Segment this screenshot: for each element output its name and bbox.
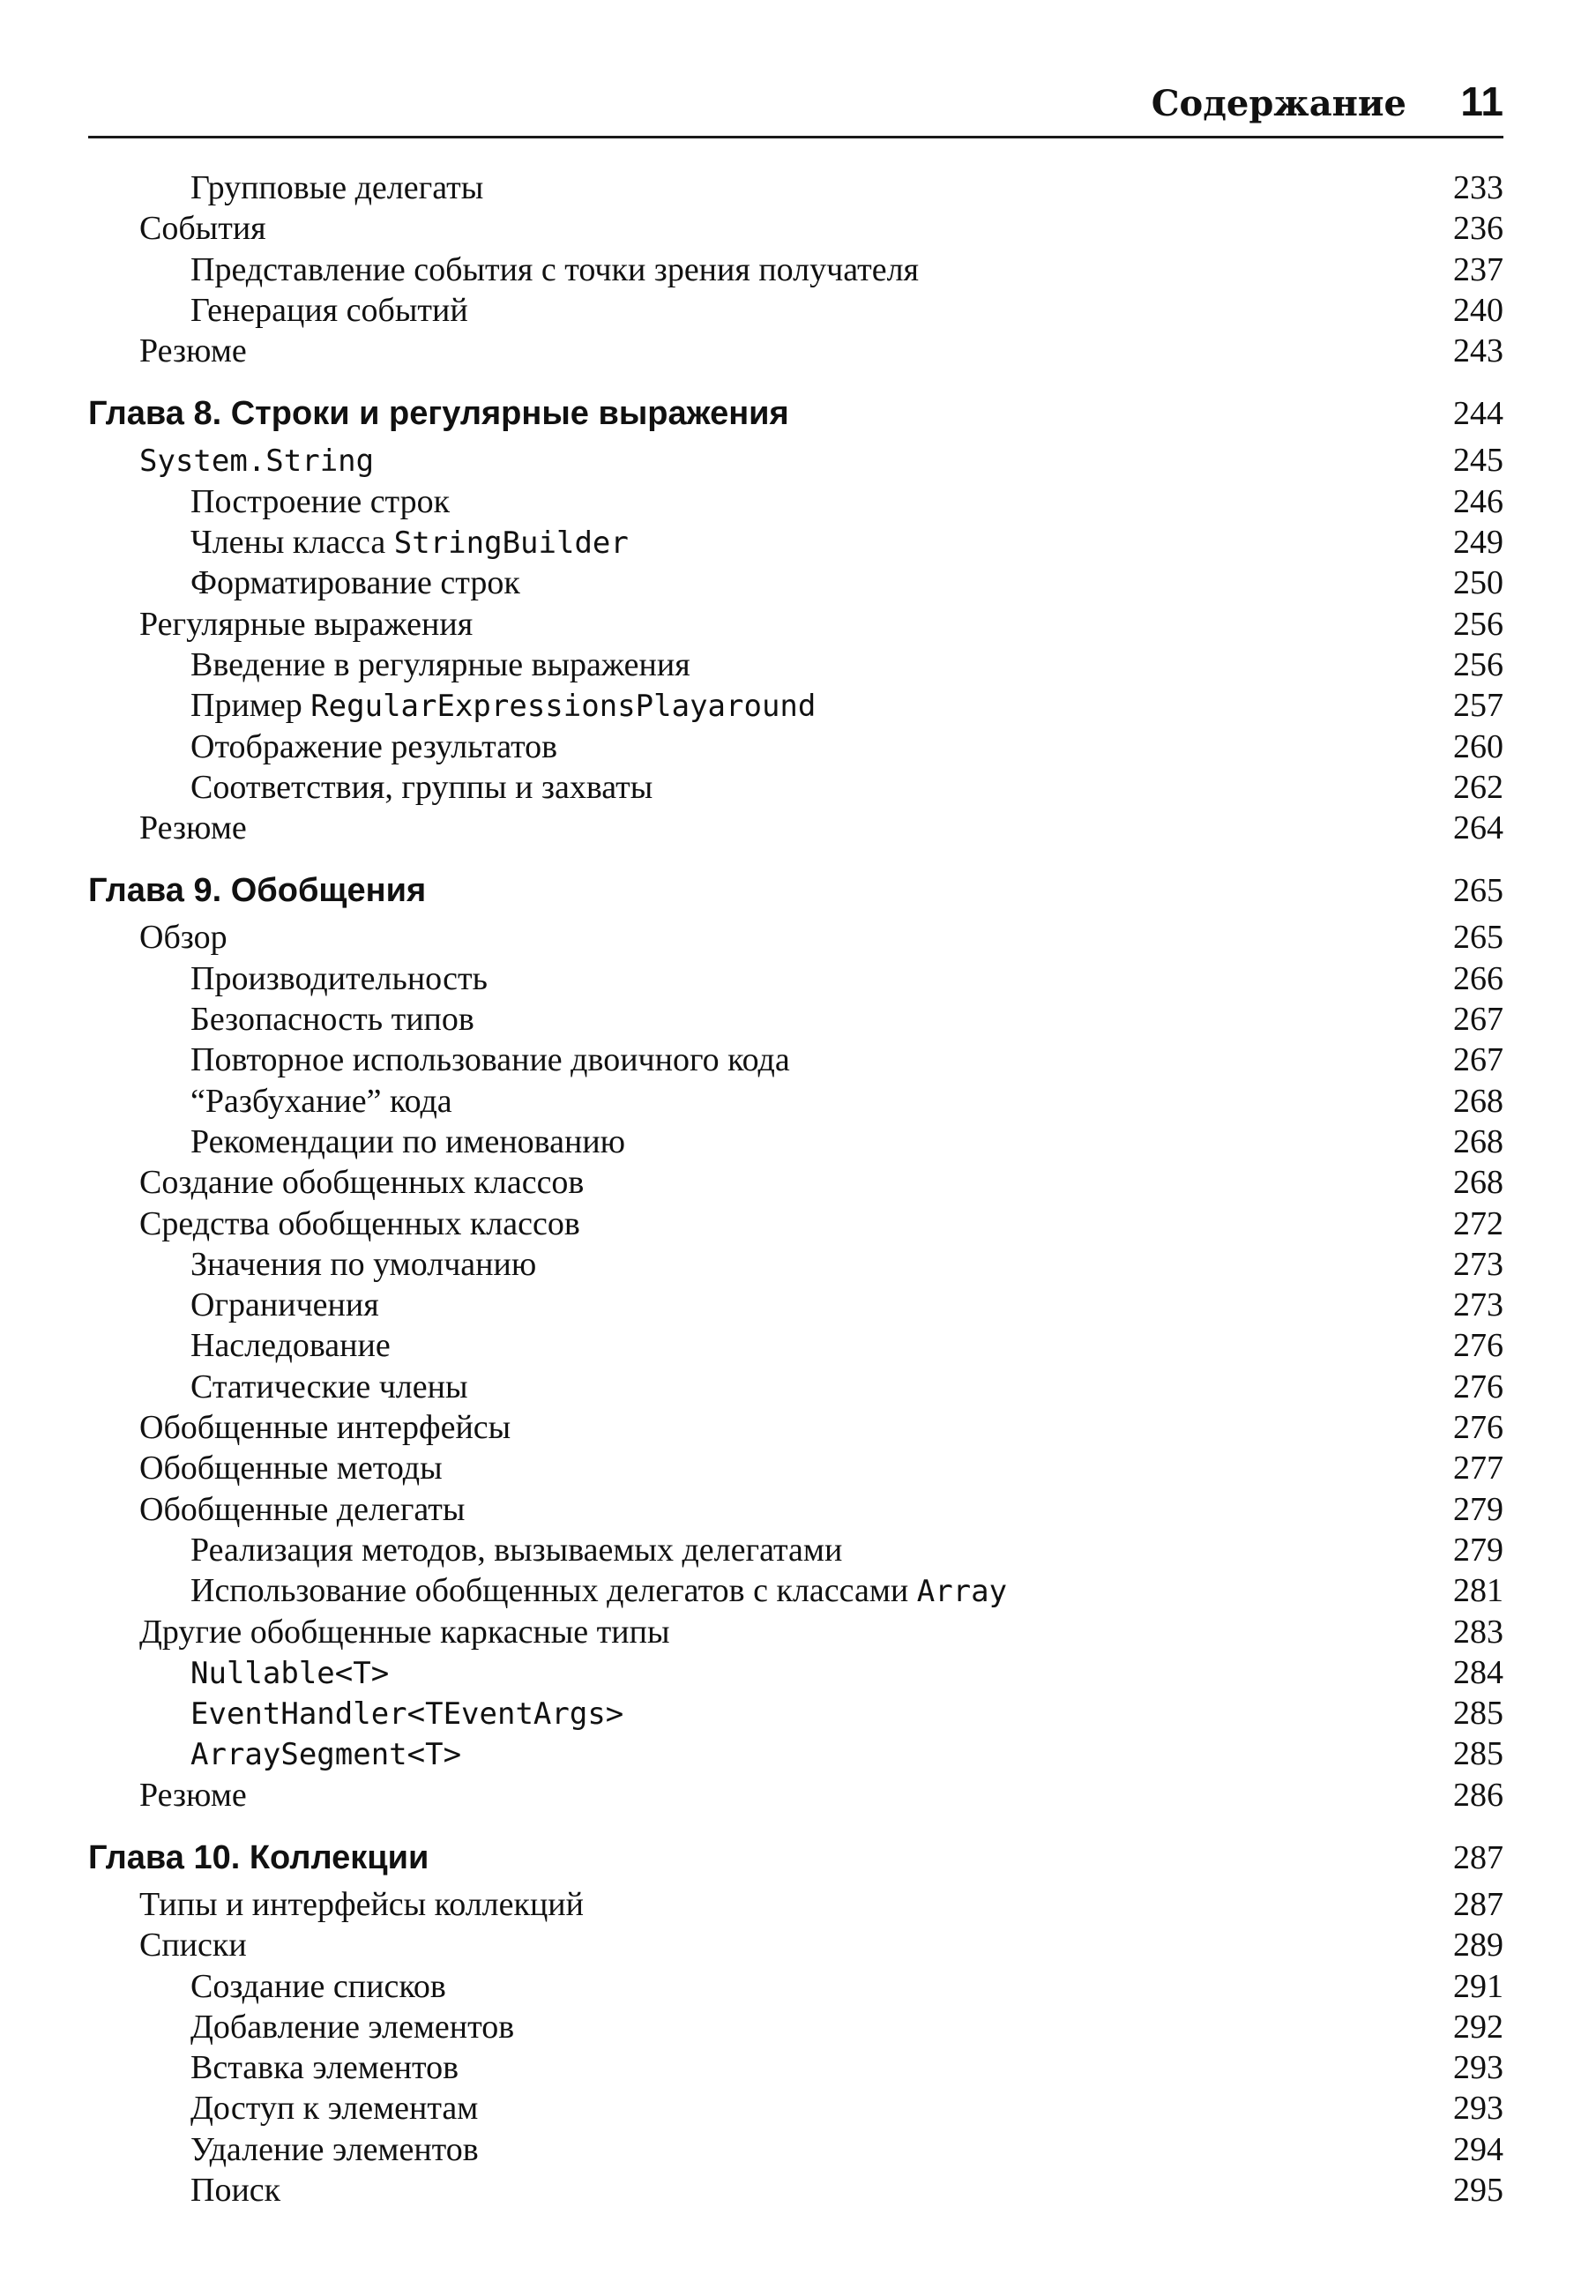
toc-entry-title (190, 958, 488, 999)
toc-entry[interactable] (88, 2007, 1503, 2047)
toc-entry[interactable] (88, 1122, 1503, 1162)
toc-entry-title (139, 808, 247, 848)
title-text: Производительность (190, 959, 488, 997)
toc-entry[interactable] (88, 1162, 1503, 1203)
title-text: Резюме (139, 1776, 247, 1814)
toc-page-number: 291 (1453, 1967, 1503, 2005)
toc-entry-title (190, 250, 919, 290)
title-text: Резюме (139, 332, 247, 370)
toc-page-number: 250 (1453, 564, 1503, 602)
toc-entry-title (139, 1204, 580, 1244)
header-title: Содержание (1151, 83, 1406, 124)
toc-entry[interactable] (88, 1325, 1503, 1366)
toc-entry[interactable] (88, 958, 1503, 999)
toc-entry[interactable] (88, 1775, 1503, 1815)
toc-page-number: 285 (1453, 1695, 1503, 1733)
toc-page-number: 256 (1453, 605, 1503, 643)
toc-entry[interactable] (88, 808, 1503, 848)
toc-entry-title (190, 1693, 623, 1734)
toc-entry[interactable] (88, 1081, 1503, 1122)
code-identifier: EventHandler<TEventArgs> (190, 1696, 624, 1733)
title-text: Представление события с точки зрения получателя (190, 250, 920, 288)
title-text: Вставка элементов (190, 2049, 459, 2087)
header-page-number: 11 (1460, 78, 1503, 124)
toc-entry-title (190, 2047, 459, 2088)
toc-page-number: 279 (1453, 1490, 1503, 1528)
toc-entry[interactable] (88, 917, 1503, 958)
toc-entry[interactable] (88, 645, 1503, 685)
title-text: Соответствия, группы и захваты (190, 768, 653, 806)
toc-page-number: 276 (1453, 1368, 1503, 1405)
toc-page-number: 243 (1453, 332, 1503, 370)
title-text: Групповые делегаты (190, 169, 484, 206)
toc-page-number: 265 (1453, 872, 1503, 910)
title-text: Типы и интерфейсы коллекций (139, 1885, 584, 1923)
title-text: Введение в регулярные выражения (190, 645, 690, 683)
toc-entry-title (190, 767, 653, 808)
toc-entry-title (190, 999, 474, 1040)
title-text: Генерация событий (190, 291, 468, 329)
toc-entry-title (190, 727, 557, 767)
table-of-contents (88, 168, 1503, 2210)
toc-entry[interactable] (88, 1244, 1503, 1285)
toc-entry[interactable] (88, 1693, 1503, 1733)
toc-entry-title (190, 290, 468, 331)
title-text: Обобщенные делегаты (139, 1490, 466, 1528)
title-text: Повторное использование двоичного кода (190, 1041, 790, 1079)
toc-entry-title (190, 1325, 391, 1366)
toc-page-number: 285 (1453, 1735, 1503, 1773)
toc-entry-title (88, 864, 426, 917)
toc-page-number: 268 (1453, 1164, 1503, 1202)
toc-page-number: 273 (1453, 1286, 1503, 1324)
toc-entry[interactable] (88, 1285, 1503, 1325)
toc-entry-title (190, 2088, 478, 2128)
title-text: Средства обобщенных классов (139, 1204, 580, 1242)
toc-entry[interactable] (88, 331, 1503, 371)
toc-entry[interactable] (88, 1652, 1503, 1693)
toc-page-number: 262 (1453, 768, 1503, 806)
title-text: Члены класса (190, 524, 394, 562)
toc-page-number: 276 (1453, 1327, 1503, 1365)
title-text: Глава 8. Строки и регулярные выражения (88, 395, 789, 433)
toc-entry-title (190, 1367, 468, 1407)
toc-page-number: 249 (1453, 524, 1503, 562)
toc-entry[interactable] (88, 999, 1503, 1040)
toc-entry-title (139, 331, 247, 371)
toc-page-number: 245 (1453, 442, 1503, 480)
code-identifier: Array (916, 1574, 1008, 1610)
toc-entry[interactable] (88, 1367, 1503, 1407)
toc-entry-title (139, 1489, 465, 1530)
toc-page-number: 264 (1453, 809, 1503, 847)
toc-page-number: 294 (1453, 2130, 1503, 2168)
toc-page-number: 281 (1453, 1572, 1503, 1610)
toc-entry[interactable] (88, 1530, 1503, 1570)
toc-page-number: 284 (1453, 1653, 1503, 1691)
toc-chapter[interactable] (88, 864, 1503, 917)
toc-page-number: 279 (1453, 1531, 1503, 1569)
title-text: Обобщенные интерфейсы (139, 1409, 511, 1447)
title-text: Значения по умолчанию (190, 1245, 537, 1283)
toc-entry-title (190, 168, 483, 208)
toc-entry[interactable] (88, 1040, 1503, 1080)
code-identifier: System.String (139, 444, 375, 480)
toc-entry-title (190, 1652, 389, 1694)
toc-page-number: 276 (1453, 1409, 1503, 1447)
toc-entry[interactable] (88, 1612, 1503, 1652)
title-text: Ограничения (190, 1286, 379, 1324)
toc-entry-title (190, 1244, 536, 1285)
toc-entry-title (190, 1122, 625, 1162)
toc-entry-title (139, 208, 266, 249)
toc-page-number: 267 (1453, 1001, 1503, 1039)
toc-page-number: 277 (1453, 1450, 1503, 1487)
title-text: Доступ к элементам (190, 2090, 479, 2128)
toc-entry-title (139, 1407, 511, 1448)
toc-entry[interactable] (88, 1884, 1503, 1925)
toc-page-number: 295 (1453, 2172, 1503, 2210)
toc-entry-title (139, 1162, 584, 1203)
title-text: Глава 9. Обобщения (88, 872, 427, 910)
toc-entry[interactable] (88, 767, 1503, 808)
toc-entry-title (139, 1448, 443, 1488)
toc-entry-title (190, 1285, 379, 1325)
toc-page-number: 266 (1453, 959, 1503, 997)
toc-entry-title (139, 1925, 247, 1965)
title-text: Резюме (139, 809, 247, 847)
toc-entry-title (190, 1570, 1007, 1612)
toc-entry[interactable] (88, 1204, 1503, 1244)
toc-chapter[interactable] (88, 1831, 1503, 1884)
title-text: Наследование (190, 1327, 391, 1365)
toc-page-number: 244 (1453, 395, 1503, 433)
toc-page-number: 246 (1453, 482, 1503, 520)
toc-entry[interactable] (88, 2129, 1503, 2170)
toc-entry-title (88, 387, 789, 440)
toc-entry-title (190, 1081, 452, 1122)
running-header (88, 74, 1503, 138)
toc-page-number: 257 (1453, 687, 1503, 725)
toc-entry[interactable] (88, 1448, 1503, 1488)
toc-entry[interactable] (88, 1733, 1503, 1774)
title-text: “Разбухание” кода (190, 1082, 452, 1120)
toc-page-number: 265 (1453, 919, 1503, 957)
toc-entry[interactable] (88, 440, 1503, 481)
toc-entry-title (190, 563, 520, 603)
toc-page-number: 268 (1453, 1122, 1503, 1160)
title-text: Форматирование строк (190, 564, 520, 602)
toc-entry-title (139, 604, 473, 645)
toc-entry-title (190, 2007, 514, 2047)
toc-page-number: 233 (1453, 169, 1503, 206)
title-text: Обзор (139, 919, 227, 957)
toc-entry[interactable] (88, 522, 1503, 563)
toc-page-number: 287 (1453, 1838, 1503, 1876)
toc-entry[interactable] (88, 2047, 1503, 2088)
title-text: Поиск (190, 2172, 281, 2210)
toc-entry[interactable] (88, 2088, 1503, 2128)
toc-entry-title (190, 1040, 790, 1080)
title-text: Безопасность типов (190, 1001, 474, 1039)
toc-entry[interactable] (88, 481, 1503, 522)
toc-entry[interactable] (88, 1966, 1503, 2007)
toc-entry[interactable] (88, 2170, 1503, 2210)
toc-entry-title (190, 1966, 446, 2007)
toc-entry[interactable] (88, 1489, 1503, 1530)
toc-entry[interactable] (88, 250, 1503, 290)
toc-page-number: 287 (1453, 1885, 1503, 1923)
toc-entry-title (190, 645, 690, 685)
title-text: Использование обобщенных делегатов с классами (190, 1572, 917, 1610)
toc-entry-title (190, 481, 450, 522)
toc-entry-title (190, 1530, 842, 1570)
toc-entry-title (139, 1612, 670, 1652)
toc-page-number: 237 (1453, 250, 1503, 288)
code-identifier: RegularExpressionsPlayaround (310, 689, 817, 725)
toc-entry[interactable] (88, 208, 1503, 249)
title-text: События (139, 210, 266, 248)
toc-page-number: 256 (1453, 645, 1503, 683)
title-text: Пример (190, 687, 311, 725)
title-text: Создание списков (190, 1967, 446, 2005)
toc-entry[interactable] (88, 727, 1503, 767)
toc-page-number: 292 (1453, 2008, 1503, 2046)
title-text: Построение строк (190, 482, 451, 520)
toc-entry[interactable] (88, 168, 1503, 208)
toc-entry-title (190, 522, 629, 563)
toc-entry[interactable] (88, 1570, 1503, 1611)
toc-entry-title (139, 440, 374, 481)
toc-entry[interactable] (88, 290, 1503, 331)
toc-entry[interactable] (88, 604, 1503, 645)
code-identifier: ArraySegment<T> (190, 1737, 462, 1773)
toc-page-number: 260 (1453, 727, 1503, 765)
toc-entry-title (139, 1775, 247, 1815)
toc-entry[interactable] (88, 1407, 1503, 1448)
title-text: Реализация методов, вызываемых делегатами (190, 1531, 843, 1569)
toc-entry[interactable] (88, 685, 1503, 726)
toc-entry-title (190, 2170, 280, 2210)
toc-entry-title (190, 685, 816, 727)
toc-entry-title (190, 2129, 479, 2170)
toc-chapter[interactable] (88, 387, 1503, 440)
title-text: Создание обобщенных классов (139, 1164, 585, 1202)
title-text: Отображение результатов (190, 727, 558, 765)
toc-entry-title (190, 1733, 461, 1775)
code-identifier: Nullable<T> (190, 1655, 390, 1691)
toc-page-number: 240 (1453, 291, 1503, 329)
title-text: Обобщенные методы (139, 1450, 443, 1487)
title-text: Статические члены (190, 1368, 468, 1405)
toc-entry[interactable] (88, 563, 1503, 603)
toc-entry-title (139, 917, 227, 958)
toc-page-number: 283 (1453, 1613, 1503, 1651)
title-text: Добавление элементов (190, 2008, 515, 2046)
toc-page-number: 267 (1453, 1041, 1503, 1079)
toc-page-number: 293 (1453, 2090, 1503, 2128)
title-text: Регулярные выражения (139, 605, 474, 643)
toc-page-number: 289 (1453, 1927, 1503, 1964)
title-text: Рекомендации по именованию (190, 1122, 626, 1160)
title-text: Другие обобщенные каркасные типы (139, 1613, 670, 1651)
toc-page-number: 293 (1453, 2049, 1503, 2087)
toc-entry-title (139, 1884, 584, 1925)
code-identifier: StringBuilder (393, 526, 629, 562)
toc-page-number: 273 (1453, 1245, 1503, 1283)
toc-entry[interactable] (88, 1925, 1503, 1965)
toc-page-number: 268 (1453, 1082, 1503, 1120)
title-text: Списки (139, 1927, 247, 1964)
toc-page-number: 236 (1453, 210, 1503, 248)
toc-page-number: 272 (1453, 1204, 1503, 1242)
title-text: Удаление элементов (190, 2130, 479, 2168)
toc-page-number: 286 (1453, 1776, 1503, 1814)
title-text: Глава 10. Коллекции (88, 1838, 429, 1876)
toc-entry-title (88, 1831, 429, 1884)
